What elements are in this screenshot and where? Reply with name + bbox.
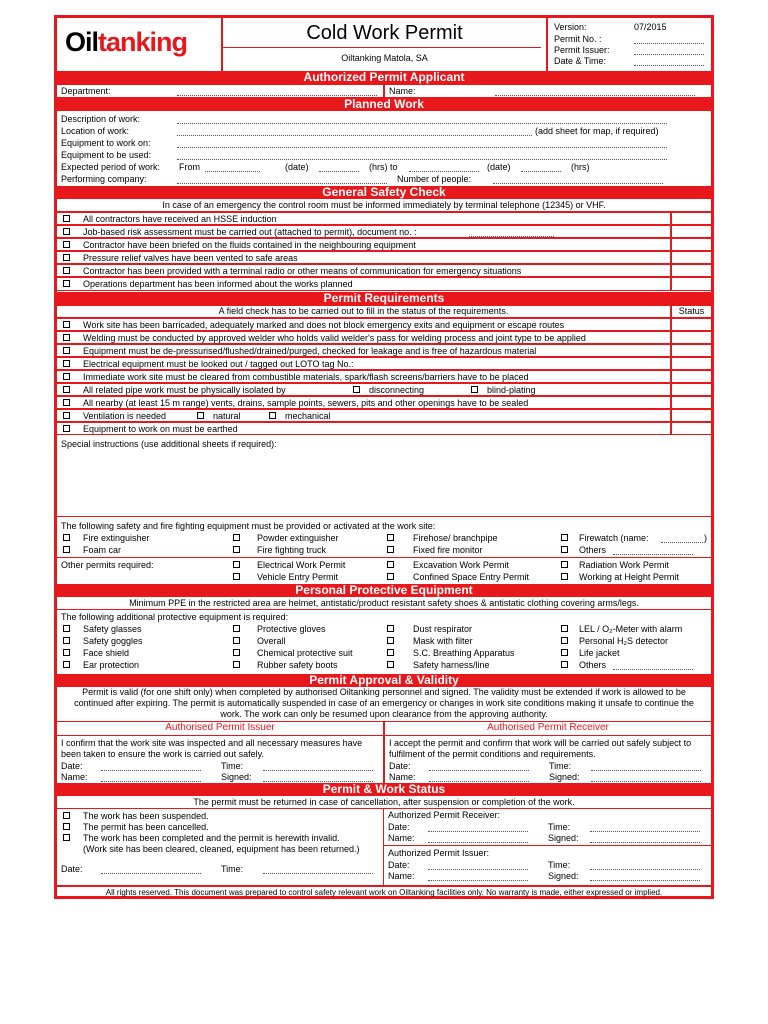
completed-label: The work has been completed and the permit is herewith invalid. [83, 833, 340, 843]
checkbox[interactable] [63, 347, 70, 354]
receiver-time-label: Time: [549, 761, 572, 771]
hrs-to-label: (hrs) to [369, 162, 398, 172]
logo-cell [57, 18, 223, 71]
header-row [57, 18, 711, 71]
requirement-item-6[interactable]: All related pipe work must be physically isolated by disconnecting blind-plating [57, 383, 671, 396]
checkbox[interactable] [233, 534, 240, 541]
equip-on-label: Equipment to work on: [61, 138, 151, 148]
status-label: Status [671, 305, 711, 318]
status-receiver-time-label: Time: [548, 822, 571, 832]
status-time-label: Time: [221, 864, 244, 874]
issuer-signed-label: Signed: [221, 772, 252, 782]
issuer-column [57, 721, 384, 783]
receiver-text: I accept the permit and confirm that work will be carried out safely subject to fulfilment of the permit conditions and requirements. [389, 738, 692, 759]
receiver-signed-label: Signed: [549, 772, 580, 782]
checkbox[interactable] [233, 573, 240, 580]
checkbox[interactable] [233, 546, 240, 553]
status-left [57, 808, 384, 885]
status-receiver-name-label: Name: [388, 833, 415, 843]
checkbox[interactable] [63, 228, 70, 235]
issuer-date-label: Date: [61, 761, 83, 771]
company-label: Performing company: [61, 174, 147, 184]
checkbox[interactable] [387, 534, 394, 541]
requirements-note: A field check has to be carried out to fill in the status of the requirements. [57, 305, 671, 318]
checkbox[interactable] [63, 625, 70, 632]
date-label: (date) [285, 162, 309, 172]
fire-extinguisher-label: Fire extinguisher [83, 533, 150, 543]
checkbox[interactable] [63, 360, 70, 367]
status-issuer-time-label: Time: [548, 860, 571, 870]
checkbox[interactable] [63, 412, 70, 419]
safety-item-2[interactable]: Job-based risk assessment must be carried out (attached to permit), document no. : [57, 225, 671, 238]
checkbox[interactable] [387, 561, 394, 568]
equipment-note: The following safety and fire fighting equipment must be provided or activated at the work site: [61, 521, 436, 531]
requirement-item-1[interactable]: Work site has been barricaded, adequately marked and does not block emergency exits and equipment or escape routes [57, 318, 671, 331]
checkbox[interactable] [63, 425, 70, 432]
completed-checkbox[interactable] [63, 834, 70, 841]
suspended-label: The work has been suspended. [83, 811, 209, 821]
status-block [57, 809, 711, 885]
powder-extinguisher-label: Powder extinguisher [257, 533, 339, 543]
issuer-text: I confirm that the work site was inspected and all necessary measures have been taken to ensure the work is carried out safely. [61, 738, 363, 759]
checkbox[interactable] [387, 573, 394, 580]
permit-issuer-label: Permit Issuer: [554, 45, 610, 55]
disconnecting-checkbox[interactable] [353, 386, 360, 393]
checkbox[interactable] [387, 546, 394, 553]
firehose-label: Firehose/ branchpipe [413, 533, 498, 543]
section-permit-requirements: Permit Requirements [57, 292, 711, 305]
cold-work-permit-form [54, 15, 714, 899]
disconnecting-label: disconnecting [369, 385, 425, 395]
checkbox[interactable] [387, 625, 394, 632]
cancelled-checkbox[interactable] [63, 823, 70, 830]
people-label: Number of people: [397, 174, 472, 184]
hrs-label: (hrs) [571, 162, 590, 172]
requirement-item-8[interactable]: Ventilation is needed natural mechanical [57, 409, 671, 422]
foam-car-label: Foam car [83, 545, 122, 555]
department-label: Department: [61, 86, 111, 96]
ppe-note: Minimum PPE in the restricted area are helmet, antistatic/product resistant safety shoes & antistatic clothing covering arms/legs. [57, 597, 711, 610]
footer-disclaimer: All rights reserved. This document was prepared to control safety relevant work on Oiltanking facilities only. No warranty is made, either expressed or implied. [57, 885, 711, 899]
safety-item-1[interactable]: All contractors have received an HSSE induction [57, 212, 671, 225]
checkbox[interactable] [233, 661, 240, 668]
checkbox[interactable] [63, 546, 70, 553]
blind-plating-checkbox[interactable] [471, 386, 478, 393]
cancelled-label: The permit has been cancelled. [83, 822, 209, 832]
status-date-label: Date: [61, 864, 83, 874]
checkbox[interactable] [63, 215, 70, 222]
location-label: Location of work: [61, 126, 130, 136]
firewatch-label: Firewatch (name: [579, 533, 649, 543]
excavation-permit-label: Excavation Work Permit [413, 560, 509, 570]
requirement-item-7[interactable]: All nearby (at least 15 m range) vents, drains, sample points, sewers, pits and other openings have to be sealed [57, 396, 671, 409]
vehicle-permit-label: Vehicle Entry Permit [257, 572, 339, 582]
radiation-permit-label: Radiation Work Permit [579, 560, 669, 570]
safety-item-5[interactable]: Contractor has been provided with a terminal radio or other means of communication for emergency situations [57, 264, 671, 277]
status-receiver-date-label: Date: [388, 822, 410, 832]
version-value: 07/2015 [634, 22, 667, 32]
safety-note: In case of an emergency the control room must be informed immediately by terminal telephone (12345) or VHF. [57, 199, 711, 212]
checkbox[interactable] [63, 254, 70, 261]
oiltanking-logo: Oiltanking [65, 27, 188, 57]
receiver-date-label: Date: [389, 761, 411, 771]
height-permit-label: Working at Height Permit [579, 572, 679, 582]
requirement-item-4[interactable]: Electrical equipment must be looked out / tagged out LOTO tag No.: [57, 357, 671, 370]
checkbox[interactable] [233, 625, 240, 632]
status-issuer-name-label: Name: [388, 871, 415, 881]
mechanical-label: mechanical [285, 411, 331, 421]
natural-label: natural [213, 411, 241, 421]
blind-plating-label: blind-plating [487, 385, 536, 395]
safety-item-3[interactable]: Contractor have been briefed on the fluids contained in the neighbouring equipment [57, 238, 671, 251]
location-note: (add sheet for map, if required) [535, 126, 659, 136]
period-label: Expected period of work: [61, 162, 161, 172]
checkbox[interactable] [561, 561, 568, 568]
name-label: Name: [389, 86, 416, 96]
status-receiver-label: Authorized Permit Receiver: [388, 810, 501, 820]
issuer-heading: Authorised Permit Issuer [57, 722, 383, 736]
date-label-2: (date) [487, 162, 511, 172]
checkbox[interactable] [63, 241, 70, 248]
status-issuer [384, 846, 711, 885]
permit-no-label: Permit No. : [554, 34, 602, 44]
checkbox[interactable] [561, 661, 568, 668]
cleared-note: (Work site has been cleared, cleaned, equipment has been returned.) [83, 844, 360, 854]
confined-space-permit-label: Confined Space Entry Permit [413, 572, 530, 582]
receiver-heading: Authorised Permit Receiver [385, 722, 711, 736]
ppe-block: The following additional protective equipment is required: Safety glasses Protective gloves Dust respirator LEL / O₂-Meter with alarm Safety goggles Overall Mask with filter Personal H₂S detector Face shield Chemical protective suit S.C. Breathing Apparatus Life jacket Ear protection Rubber safety boots Safety harness/line Others [57, 610, 711, 674]
date-time-label: Date & Time: [554, 56, 607, 66]
checkbox[interactable] [561, 625, 568, 632]
permit-title: Cold Work Permit [306, 22, 463, 44]
checkbox[interactable] [63, 373, 70, 380]
issuer-name-label: Name: [61, 772, 88, 782]
equipment-block [57, 517, 711, 583]
receiver-name-label: Name: [389, 772, 416, 782]
suspended-checkbox[interactable] [63, 812, 70, 819]
equipment-others-label: Others [579, 545, 607, 555]
electrical-permit-label: Electrical Work Permit [257, 560, 346, 570]
mechanical-checkbox[interactable] [269, 412, 276, 419]
firewatch-close: ) [704, 533, 707, 543]
checkbox[interactable] [387, 637, 394, 644]
checkbox[interactable] [561, 534, 568, 541]
checkbox[interactable] [561, 637, 568, 644]
section-general-safety: General Safety Check [57, 186, 711, 199]
checkbox[interactable] [561, 573, 568, 580]
status-issuer-signed-label: Signed: [548, 871, 579, 881]
other-permits-label: Other permits required: [61, 560, 154, 570]
issuer-time-label: Time: [221, 761, 244, 771]
checkbox[interactable] [63, 386, 70, 393]
checkbox[interactable] [561, 546, 568, 553]
status-note: The permit must be returned in case of cancellation, after suspension or completion of the work. [57, 796, 711, 809]
checkbox[interactable] [63, 280, 70, 287]
ppe-additional-label: The following additional protective equipment is required: [61, 612, 289, 622]
checkbox[interactable] [63, 334, 70, 341]
fire-truck-label: Fire fighting truck [257, 545, 327, 555]
section-ppe: Personal Protective Equipment [57, 584, 711, 597]
version-box [546, 18, 711, 71]
checkbox[interactable] [63, 661, 70, 668]
safety-item-6[interactable]: Operations department has been informed about the works planned [57, 277, 671, 291]
requirement-item-3[interactable]: Equipment must be de-pressurised/flushed/drained/purged, checked for leakage and is free of hazardous material [57, 344, 671, 357]
status-issuer-label: Authorized Permit Issuer: [388, 848, 490, 858]
special-instructions-label: Special instructions (use additional sheets if required): [61, 439, 277, 449]
checkbox[interactable] [233, 637, 240, 644]
requirements-header [57, 305, 711, 318]
checkbox[interactable] [233, 561, 240, 568]
special-instructions-box[interactable] [57, 435, 711, 517]
receiver-column [384, 721, 711, 783]
approval-note: Permit is valid (for one shift only) when completed by authorised Oiltanking personnel and signed. The validity must be extended if work is allowed to be continued after expiring. The permit is automatically suspended in case of an emergency or changes in work site conditions making it unsafe to continue the work. The work can only be resumed upon clearance from the approving authority. [74, 687, 694, 719]
status-issuer-date-label: Date: [388, 860, 410, 870]
requirement-item-9[interactable]: Equipment to work on must be earthed [57, 422, 671, 435]
checkbox[interactable] [63, 399, 70, 406]
checkbox[interactable] [387, 661, 394, 668]
description-label: Description of work: [61, 114, 141, 124]
section-planned-work: Planned Work [57, 98, 711, 111]
planned-work-body [57, 111, 711, 186]
section-approval: Permit Approval & Validity [57, 674, 711, 687]
section-work-status: Permit & Work Status [57, 783, 711, 796]
checkbox[interactable] [561, 649, 568, 656]
checkbox[interactable] [63, 637, 70, 644]
checkbox[interactable] [63, 649, 70, 656]
checkbox[interactable] [63, 267, 70, 274]
approval-signoff [57, 721, 711, 783]
checkbox[interactable] [63, 321, 70, 328]
permit-subtitle: Oiltanking Matola, SA [341, 53, 428, 63]
requirement-items [57, 318, 711, 435]
requirement-item-2[interactable]: Welding must be conducted by approved welder who holds valid welder's pass for welding process and joint type to be applied [57, 331, 671, 344]
checkbox[interactable] [63, 534, 70, 541]
status-receiver [384, 808, 711, 846]
requirement-item-5[interactable]: Immediate work site must be cleared from combustible materials, spark/flash screens/barriers have to be placed [57, 370, 671, 383]
version-label: Version: [554, 22, 587, 32]
from-label: From [179, 162, 200, 172]
equip-used-label: Equipment to be used: [61, 150, 152, 160]
safety-items [57, 212, 711, 292]
checkbox[interactable] [233, 649, 240, 656]
checkbox[interactable] [387, 649, 394, 656]
natural-checkbox[interactable] [197, 412, 204, 419]
section-applicant: Authorized Permit Applicant [57, 71, 711, 84]
fixed-monitor-label: Fixed fire monitor [413, 545, 483, 555]
status-receiver-signed-label: Signed: [548, 833, 579, 843]
applicant-row [57, 84, 711, 98]
safety-item-4[interactable]: Pressure relief valves have been vented to safe areas [57, 251, 671, 264]
